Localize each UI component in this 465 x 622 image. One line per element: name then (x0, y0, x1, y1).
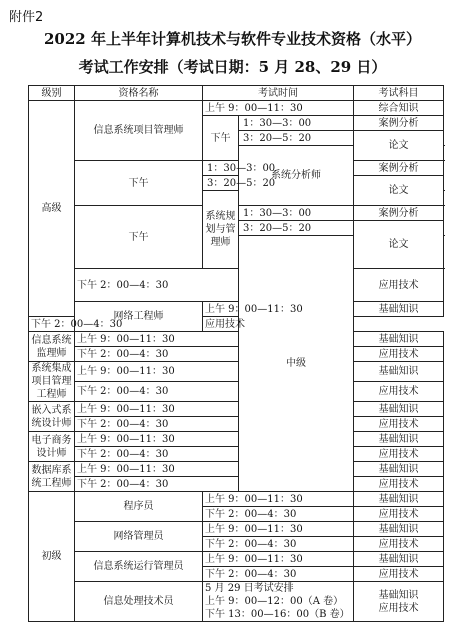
header-qualification: 资格名称 (75, 86, 203, 101)
exam-time: 3：20—5：20 (239, 131, 354, 146)
exam-time: 1：30—3：00 (203, 161, 239, 176)
table-row (29, 552, 444, 567)
exam-time: 下午 2：00—4：30 (203, 567, 354, 582)
exam-time: 下午 2：00—4：30 (29, 317, 203, 332)
exam-time: 3：20—5：20 (203, 176, 239, 191)
qualification-name: 数据库系统工程师 (29, 462, 75, 492)
exam-subject: 应用技术 (354, 347, 444, 362)
exam-time: 下午 2：00—4：30 (203, 537, 354, 552)
qualification-name: 网络管理员 (75, 522, 203, 552)
exam-time: 上午 9：00—11：30 (75, 362, 239, 382)
special-time-line: 上午 9：00—12：00（A 卷） (205, 596, 344, 607)
attachment-label: 附件2 (9, 10, 44, 25)
document-title: 2022 年上半年计算机技术与软件专业技术资格（水平） (44, 30, 421, 48)
table-row (29, 462, 444, 477)
exam-time: 上午 9：00—11：30 (75, 462, 239, 477)
document-subtitle: 考试工作安排（考试日期：5 月 28、29 日） (78, 58, 387, 76)
table-row (29, 302, 444, 317)
special-time-line: 5 月 29 日考试安排 (205, 583, 294, 594)
table-row (29, 492, 444, 507)
table-row (29, 332, 444, 347)
special-subject: 基础知识 (378, 589, 419, 601)
exam-time: 上午 9：00—11：30 (203, 302, 354, 317)
exam-time: 下午 2：00—4：30 (75, 382, 239, 402)
exam-time: 1：30—3：00 (239, 206, 354, 221)
exam-subject: 应用技术 (354, 269, 444, 302)
exam-time: 下午 2：00—4：30 (75, 447, 239, 462)
special-time-line: 下午 13：00—16：00（B 卷） (205, 609, 350, 620)
exam-subject: 论文 (354, 176, 444, 206)
exam-time: 上午 9：00—11：30 (75, 332, 239, 347)
table-row (29, 522, 444, 537)
exam-time: 下午 2：00—4：30 (75, 477, 239, 492)
exam-time: 下午 2：00—4：30 (75, 347, 239, 362)
table-row (29, 402, 444, 417)
exam-subject: 应用技术 (354, 537, 444, 552)
exam-subject: 应用技术 (354, 477, 444, 492)
header-exam-time: 考试时间 (203, 86, 354, 101)
qualification-name: 信息系统项目管理师 (75, 101, 203, 161)
exam-subject: 应用技术 (203, 317, 239, 332)
table-row (29, 382, 444, 402)
qualification-name: 电子商务设计师 (29, 432, 75, 462)
exam-schedule-table (28, 85, 444, 622)
exam-subject: 应用技术 (354, 447, 444, 462)
table-row (29, 447, 444, 462)
exam-time: 1：30—3：00 (239, 116, 354, 131)
exam-subject: 案例分析 (354, 161, 444, 176)
exam-subject: 基础知识 (354, 522, 444, 537)
exam-subject-special (354, 582, 444, 622)
special-subject: 应用技术 (378, 602, 419, 614)
qualification-name: 程序员 (75, 492, 203, 522)
exam-subject: 基础知识 (354, 552, 444, 567)
exam-time: 上午 9：00—11：30 (75, 402, 239, 417)
table-row (29, 269, 444, 302)
exam-subject: 基础知识 (354, 462, 444, 477)
exam-time-pm-label: 下午 (75, 161, 203, 206)
exam-subject: 基础知识 (354, 362, 444, 382)
table-header-row (29, 86, 444, 101)
table-row (29, 417, 444, 432)
exam-subject: 应用技术 (354, 507, 444, 522)
exam-time: 上午 9：00—11：30 (203, 492, 354, 507)
exam-time-pm-label: 下午 (75, 206, 203, 269)
exam-subject: 案例分析 (354, 116, 444, 131)
table-row (29, 101, 444, 116)
exam-subject: 基础知识 (354, 402, 444, 417)
exam-subject: 综合知识 (354, 101, 444, 116)
exam-subject: 应用技术 (354, 382, 444, 402)
table-row (29, 347, 444, 362)
qualification-name: 系统规划与管理师 (203, 191, 239, 269)
exam-subject: 论文 (354, 131, 444, 161)
qualification-name: 系统分析师 (239, 146, 354, 206)
exam-time-pm-label: 下午 (203, 116, 239, 161)
header-exam-subject: 考试科目 (354, 86, 444, 101)
exam-time: 下午 2：00—4：30 (75, 269, 239, 302)
qualification-name: 信息处理技术员 (75, 582, 203, 622)
exam-time: 上午 9：00—11：30 (203, 522, 354, 537)
qualification-name: 嵌入式系统设计师 (29, 402, 75, 432)
exam-time: 上午 9：00—11：30 (203, 101, 354, 116)
table-row (29, 477, 444, 492)
qualification-name: 系统集成项目管理工程师 (29, 362, 75, 402)
qualification-name: 网络工程师 (75, 302, 203, 332)
exam-subject: 基础知识 (354, 432, 444, 447)
header-level: 级别 (29, 86, 75, 101)
exam-subject: 应用技术 (354, 567, 444, 582)
exam-subject: 案例分析 (354, 206, 444, 221)
exam-time: 下午 2：00—4：30 (75, 417, 239, 432)
exam-time: 下午 2：00—4：30 (203, 507, 354, 522)
table-row (29, 432, 444, 447)
exam-time: 3：20—5：20 (239, 221, 354, 236)
level-cell-junior: 初级 (29, 492, 75, 622)
qualification-name: 信息系统监理师 (29, 332, 75, 362)
table-row (29, 317, 444, 332)
exam-time: 上午 9：00—11：30 (203, 552, 354, 567)
table-row (29, 362, 444, 382)
exam-subject: 基础知识 (354, 492, 444, 507)
exam-time: 上午 9：00—11：30 (75, 432, 239, 447)
exam-subject: 基础知识 (354, 302, 444, 317)
level-cell-middle: 中级 (239, 236, 354, 492)
exam-time-special (203, 582, 354, 622)
exam-subject: 基础知识 (354, 332, 444, 347)
table-row (29, 161, 444, 176)
qualification-name: 信息系统运行管理员 (75, 552, 203, 582)
exam-subject: 应用技术 (354, 417, 444, 432)
exam-subject: 论文 (354, 221, 444, 269)
level-cell-senior: 高级 (29, 101, 75, 317)
